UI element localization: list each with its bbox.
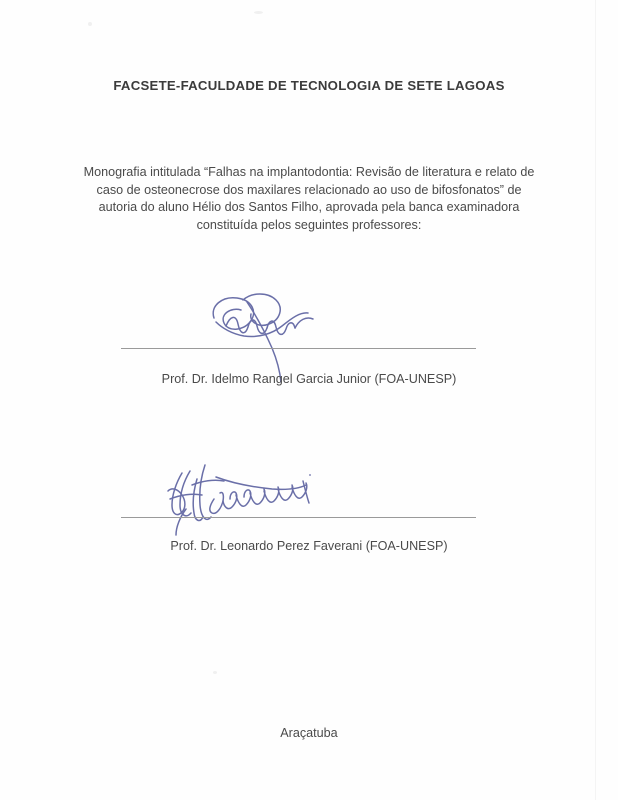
scan-speck (88, 22, 92, 26)
approval-paragraph: Monografia intitulada “Falhas na implantodontia: Revisão de literatura e relato de caso de osteonecrose dos maxilares relacionado ao uso de bifosfonatos” de autoria do aluno Hélio dos Santos Filho, aprovada pela banca examinadora constituída pelos seguintes professores: (83, 165, 535, 232)
signatory-name-first: Prof. Dr. Idelmo Rangel Garcia Junior (FOA-UNESP) (161, 372, 457, 386)
scan-speck (213, 671, 217, 674)
signatory-name-second: Prof. Dr. Leonardo Perez Faverani (FOA-UNESP) (170, 539, 448, 553)
signature-rule-second (121, 517, 476, 518)
signature-block-first (0, 286, 618, 348)
signature-block-second (0, 455, 618, 517)
city-footer: Araçatuba (280, 726, 338, 740)
signature-rule-first (121, 348, 476, 349)
signature-ink-leonardo-perez-faverani (0, 455, 618, 517)
scan-edge-artifact (595, 0, 596, 800)
scan-speck (254, 11, 263, 14)
institution-title: FACSETE-FACULDADE DE TECNOLOGIA DE SETE LAGOAS (113, 78, 505, 93)
signature-ink-idelmo-rangel-garcia-junior (0, 286, 618, 348)
